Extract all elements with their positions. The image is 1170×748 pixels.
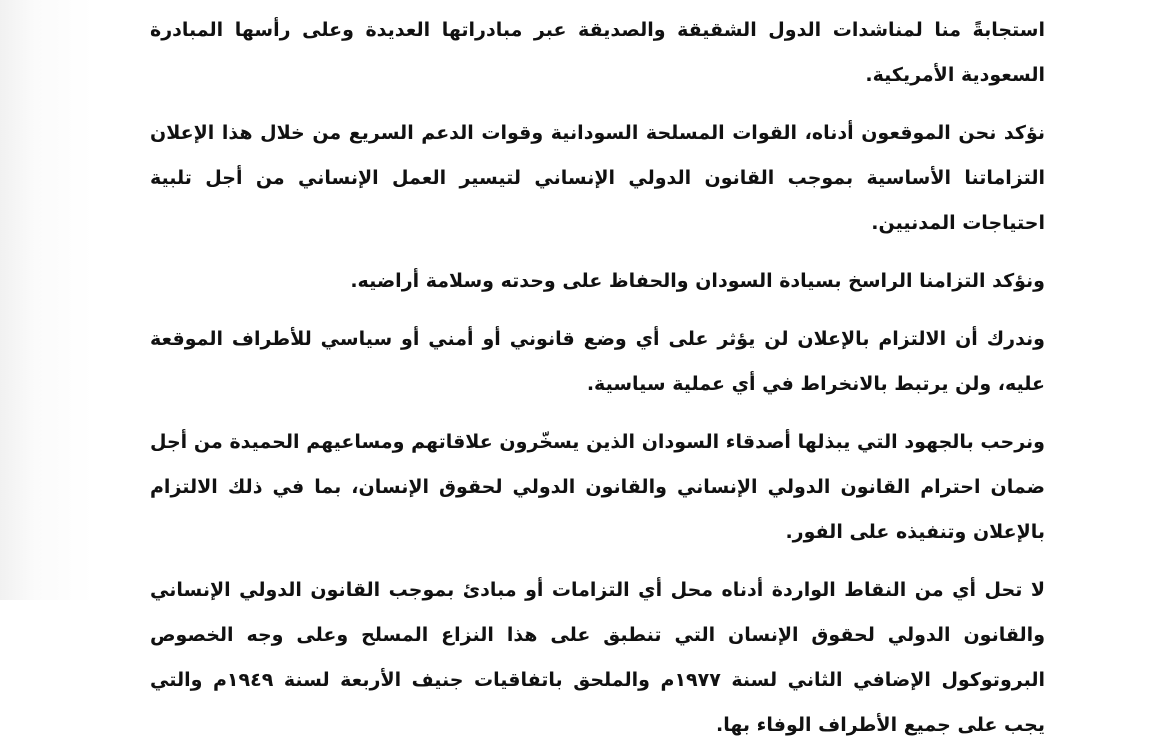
paragraph-commitments: نؤكد نحن الموقعون أدناه، القوات المسلحة السودانية وقوات الدعم السريع من خلال هذا الإعلان التزاماتنا الأساسية بموجب القانون الدولي الإنساني لتيسير العمل الإنساني من أجل تلبية احتياجات المدنيين. [150, 122, 1045, 234]
document-body [150, 8, 1045, 748]
paragraph-legal-status: وندرك أن الالتزام بالإعلان لن يؤثر على أي وضع قانوني أو أمني أو سياسي للأطراف الموقعة عليه، ولن يرتبط بالانخراط في أي عملية سياسية. [150, 328, 1045, 395]
paragraph-international-law: لا تحل أي من النقاط الواردة أدناه محل أي التزامات أو مبادئ بموجب القانون الدولي الإنساني والقانون الدولي لحقوق الإنسان التي تنطبق على هذا النزاع المسلح وعلى وجه الخصوص البروتوكول الإضافي الثاني لسنة ١٩٧٧م والملحق باتفاقيات جنيف الأربعة لسنة ١٩٤٩م والتي يجب على جميع الأطراف الوفاء بها. [150, 579, 1045, 736]
paragraph-welcome-efforts: ونرحب بالجهود التي يبذلها أصدقاء السودان الذين يسخّرون علاقاتهم ومساعيهم الحميدة من أجل ضمان احترام القانون الدولي الإنساني والقانون الدولي لحقوق الإنسان، بما في ذلك الالتزام بالإعلان وتنفيذه على الفور. [150, 431, 1045, 543]
paragraph-sovereignty: ونؤكد التزامنا الراسخ بسيادة السودان والحفاظ على وحدته وسلامة أراضيه. [350, 270, 1045, 292]
paragraph-response: استجابةً منا لمناشدات الدول الشقيقة والصديقة عبر مبادراتها العديدة وعلى رأسها المبادرة السعودية الأمريكية. [150, 19, 1045, 86]
